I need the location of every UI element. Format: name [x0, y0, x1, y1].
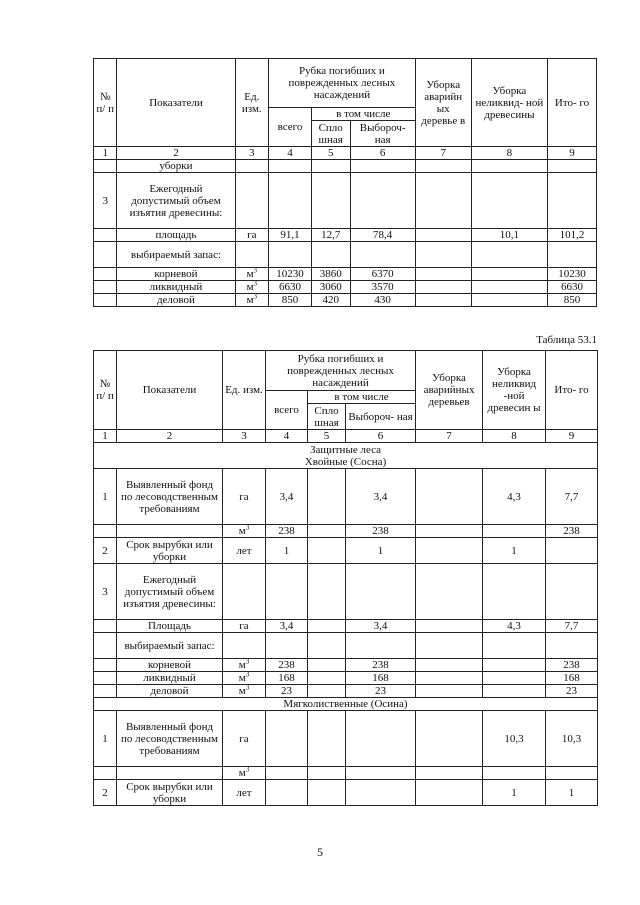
cell-c7: [416, 672, 483, 685]
cell-ind: ликвидный: [117, 281, 235, 294]
cell-c4: [266, 564, 308, 620]
cell-unit: $м^3$: [223, 767, 266, 780]
cell-c5: [311, 160, 350, 173]
header-illiquid: Уборка неликвид -ной древесин ы: [483, 351, 546, 430]
cell-c9: [546, 633, 598, 659]
cell-ind: уборки: [117, 160, 235, 173]
header-incl: в том числе: [308, 391, 416, 404]
cell-unit: [235, 160, 269, 173]
cell-c8: 1: [483, 780, 546, 806]
cell-unit: лет: [223, 780, 266, 806]
cell-c7: [415, 281, 471, 294]
cell-c7: [416, 659, 483, 672]
cell-c8: [471, 294, 547, 307]
table-caption: Таблица 53.1: [536, 334, 597, 346]
colnum: 6: [346, 430, 416, 443]
cell-c7: [416, 469, 483, 525]
cell-c5: [308, 685, 346, 698]
cell-c7: [416, 538, 483, 564]
cell-unit: $м^3$: [235, 294, 269, 307]
cell-n: [94, 525, 117, 538]
cell-c7: [415, 268, 471, 281]
header-felling: Рубка погибших и поврежденных лесных насаждений: [266, 351, 416, 391]
cell-c8: [483, 685, 546, 698]
header-indicator: Показатели: [117, 59, 235, 147]
cell-c7: [416, 633, 483, 659]
table-row: [94, 229, 597, 242]
table-row: [94, 767, 598, 780]
table-top: [93, 58, 597, 307]
cell-n: 2: [94, 538, 117, 564]
colnum: 8: [471, 147, 547, 160]
cell-c4: 1: [266, 538, 308, 564]
cell-c6: 168: [346, 672, 416, 685]
cell-c8: [483, 564, 546, 620]
table-row: [94, 564, 598, 620]
cell-ind: [117, 525, 223, 538]
colnum: 5: [311, 147, 350, 160]
header-illiquid: Уборка неликвид- ной древесины: [471, 59, 547, 147]
cell-ind: выбираемый запас:: [117, 242, 235, 268]
cell-c5: [308, 767, 346, 780]
cell-c9: [548, 242, 597, 268]
table-row: [94, 160, 597, 173]
header-total: всего: [269, 108, 312, 147]
cell-unit: [223, 564, 266, 620]
cell-c9: [546, 564, 598, 620]
section-protective-forests: Защитные леса: [310, 443, 382, 456]
header-emergency: Уборка аварийных деревьев: [416, 351, 483, 430]
header-clear: Спло шная: [308, 404, 346, 430]
cell-c8: [471, 173, 547, 229]
table-row: [94, 242, 597, 268]
colnum: 7: [415, 147, 471, 160]
cell-c7: [415, 242, 471, 268]
cell-c4: [266, 780, 308, 806]
table-row: [94, 525, 598, 538]
cell-c7: [416, 525, 483, 538]
cell-c6: 78,4: [350, 229, 415, 242]
cell-c7: [416, 620, 483, 633]
cell-c4: [269, 160, 312, 173]
cell-n: 1: [94, 711, 117, 767]
cell-n: [94, 685, 117, 698]
cell-unit: [235, 173, 269, 229]
table-row: [94, 711, 598, 767]
cell-n: 3: [94, 173, 117, 229]
cell-c6: 3,4: [346, 620, 416, 633]
cell-c6: 23: [346, 685, 416, 698]
cell-c5: [308, 633, 346, 659]
cell-c4: [266, 767, 308, 780]
cell-c8: [471, 268, 547, 281]
colnum: 4: [266, 430, 308, 443]
table-row: [94, 620, 598, 633]
cell-c6: 3570: [350, 281, 415, 294]
cell-c6: [350, 173, 415, 229]
table-row: [94, 268, 597, 281]
header-unit: Ед. изм.: [235, 59, 269, 147]
cell-c9: [546, 538, 598, 564]
cell-ind: Срок вырубки или уборки: [117, 538, 223, 564]
cell-c6: [346, 711, 416, 767]
colnum: 2: [117, 147, 235, 160]
cell-c9: 101,2: [548, 229, 597, 242]
cell-c8: 1: [483, 538, 546, 564]
header-itogo: Ито- го: [548, 59, 597, 147]
cell-c6: 238: [346, 659, 416, 672]
table-row: [94, 685, 598, 698]
header-clear: Спло шная: [311, 121, 350, 147]
cell-ind: выбираемый запас:: [117, 633, 223, 659]
header-emergency: Уборка аварийн ых деревье в: [415, 59, 471, 147]
cell-n: [94, 659, 117, 672]
cell-c5: 12,7: [311, 229, 350, 242]
header-selective: Выбороч- ная: [350, 121, 415, 147]
cell-n: 2: [94, 780, 117, 806]
table-row: [94, 294, 597, 307]
cell-unit: га: [223, 620, 266, 633]
cell-c6: 6370: [350, 268, 415, 281]
cell-c4: 3,4: [266, 469, 308, 525]
cell-c8: [483, 633, 546, 659]
cell-c7: [416, 767, 483, 780]
cell-c4: 10230: [269, 268, 312, 281]
cell-c9: [548, 173, 597, 229]
cell-c7: [416, 564, 483, 620]
cell-c4: 238: [266, 525, 308, 538]
colnum: 6: [350, 147, 415, 160]
cell-unit: $м^3$: [235, 281, 269, 294]
cell-c8: [471, 281, 547, 294]
table-row: [94, 659, 598, 672]
cell-ind: деловой: [117, 294, 235, 307]
cell-unit: $м^3$: [223, 525, 266, 538]
cell-c6: [350, 160, 415, 173]
cell-c9: 168: [546, 672, 598, 685]
cell-c7: [415, 294, 471, 307]
section-conifers: Хвойные (Сосна): [304, 455, 387, 468]
cell-c9: 10230: [548, 268, 597, 281]
header-num: № п/ п: [94, 59, 117, 147]
cell-c4: [269, 173, 312, 229]
cell-c6: [346, 633, 416, 659]
cell-c7: [415, 160, 471, 173]
colnum: 3: [235, 147, 269, 160]
cell-c5: [308, 672, 346, 685]
cell-ind: площадь: [117, 229, 235, 242]
cell-c9: 6630: [548, 281, 597, 294]
cell-n: 1: [94, 469, 117, 525]
cell-c6: 3,4: [346, 469, 416, 525]
header-itogo: Ито- го: [546, 351, 598, 430]
colnum: 7: [416, 430, 483, 443]
cell-c9: [546, 767, 598, 780]
cell-unit: $м^3$: [223, 659, 266, 672]
cell-c6: [346, 564, 416, 620]
cell-c9: 1: [546, 780, 598, 806]
colnum: 1: [94, 147, 117, 160]
cell-c4: 3,4: [266, 620, 308, 633]
header-total: всего: [266, 391, 308, 430]
header-indicator: Показатели: [117, 351, 223, 430]
cell-c4: 91,1: [269, 229, 312, 242]
colnum: 5: [308, 430, 346, 443]
colnum: 8: [483, 430, 546, 443]
table-row: [94, 469, 598, 525]
colnum: 2: [117, 430, 223, 443]
table-53-1: [93, 350, 598, 806]
cell-c6: [346, 780, 416, 806]
cell-c4: 23: [266, 685, 308, 698]
cell-c5: [308, 711, 346, 767]
cell-c5: 420: [311, 294, 350, 307]
cell-c5: [308, 620, 346, 633]
cell-n: [94, 229, 117, 242]
table-row: [94, 173, 597, 229]
cell-c4: [269, 242, 312, 268]
cell-c6: [346, 767, 416, 780]
cell-c7: [416, 711, 483, 767]
cell-n: [94, 160, 117, 173]
cell-n: [94, 672, 117, 685]
cell-n: [94, 767, 117, 780]
header-unit: Ед. изм.: [223, 351, 266, 430]
colnum: 9: [548, 147, 597, 160]
table-row: [94, 538, 598, 564]
cell-unit: [235, 242, 269, 268]
cell-unit: $м^3$: [223, 685, 266, 698]
cell-c6: 430: [350, 294, 415, 307]
header-selective: Выбороч- ная: [346, 404, 416, 430]
section-title: [94, 443, 598, 469]
cell-n: [94, 242, 117, 268]
cell-unit: [223, 633, 266, 659]
cell-c9: 238: [546, 659, 598, 672]
cell-c4: 168: [266, 672, 308, 685]
cell-ind: корневой: [117, 659, 223, 672]
cell-c5: [311, 173, 350, 229]
cell-c9: 7,7: [546, 469, 598, 525]
table-row: [94, 281, 597, 294]
cell-c9: [548, 160, 597, 173]
cell-unit: $м^3$: [223, 672, 266, 685]
colnum: 1: [94, 430, 117, 443]
cell-n: [94, 268, 117, 281]
table-row: [94, 780, 598, 806]
cell-c9: 850: [548, 294, 597, 307]
cell-n: [94, 294, 117, 307]
cell-c5: [308, 525, 346, 538]
cell-c6: [350, 242, 415, 268]
cell-n: [94, 281, 117, 294]
cell-c8: [483, 672, 546, 685]
cell-c5: [308, 780, 346, 806]
cell-ind: Площадь: [117, 620, 223, 633]
cell-c8: [483, 659, 546, 672]
table-row: [94, 633, 598, 659]
cell-c5: [308, 538, 346, 564]
cell-c8: 10,3: [483, 711, 546, 767]
cell-ind: ликвидный: [117, 672, 223, 685]
cell-ind: деловой: [117, 685, 223, 698]
cell-c8: [471, 242, 547, 268]
colnum: 4: [269, 147, 312, 160]
cell-c4: 850: [269, 294, 312, 307]
cell-unit: га: [235, 229, 269, 242]
section-softwood: Мягколиственные (Осина): [94, 698, 598, 711]
cell-unit: лет: [223, 538, 266, 564]
cell-c8: 10,1: [471, 229, 547, 242]
cell-ind: корневой: [117, 268, 235, 281]
cell-c7: [415, 173, 471, 229]
cell-c7: [415, 229, 471, 242]
cell-ind: Выявленный фонд по лесоводственным требованиям: [117, 711, 223, 767]
header-num: № п/ п: [94, 351, 117, 430]
cell-ind: Срок вырубки или уборки: [117, 780, 223, 806]
cell-c4: 238: [266, 659, 308, 672]
cell-c8: [483, 525, 546, 538]
cell-c8: [483, 767, 546, 780]
header-felling: Рубка погибших и поврежденных лесных насаждений: [269, 59, 416, 108]
cell-c9: 10,3: [546, 711, 598, 767]
cell-n: [94, 633, 117, 659]
cell-c8: [471, 160, 547, 173]
colnum: 9: [546, 430, 598, 443]
cell-c9: 7,7: [546, 620, 598, 633]
cell-c8: 4,3: [483, 469, 546, 525]
cell-c5: [308, 469, 346, 525]
cell-unit: га: [223, 711, 266, 767]
cell-unit: га: [223, 469, 266, 525]
colnum: 3: [223, 430, 266, 443]
colnum-row: [94, 430, 598, 443]
cell-c5: 3860: [311, 268, 350, 281]
cell-c5: [308, 564, 346, 620]
cell-n: [94, 620, 117, 633]
header-incl: в том числе: [311, 108, 415, 121]
cell-n: 3: [94, 564, 117, 620]
cell-c9: 238: [546, 525, 598, 538]
cell-ind: Ежегодный допустимый объем изъятия древесины:: [117, 564, 223, 620]
cell-c4: [266, 633, 308, 659]
cell-c7: [416, 685, 483, 698]
cell-ind: Ежегодный допустимый объем изъятия древесины:: [117, 173, 235, 229]
page-number: 5: [317, 845, 323, 859]
cell-c5: [308, 659, 346, 672]
cell-c4: [266, 711, 308, 767]
cell-c8: 4,3: [483, 620, 546, 633]
cell-ind: [117, 767, 223, 780]
cell-ind: Выявленный фонд по лесоводственным требованиям: [117, 469, 223, 525]
table-row: [94, 672, 598, 685]
cell-c7: [416, 780, 483, 806]
cell-unit: $м^3$: [235, 268, 269, 281]
cell-c5: [311, 242, 350, 268]
cell-c5: 3060: [311, 281, 350, 294]
cell-c6: 1: [346, 538, 416, 564]
cell-c4: 6630: [269, 281, 312, 294]
cell-c9: 23: [546, 685, 598, 698]
cell-c6: 238: [346, 525, 416, 538]
colnum-row: [94, 147, 597, 160]
